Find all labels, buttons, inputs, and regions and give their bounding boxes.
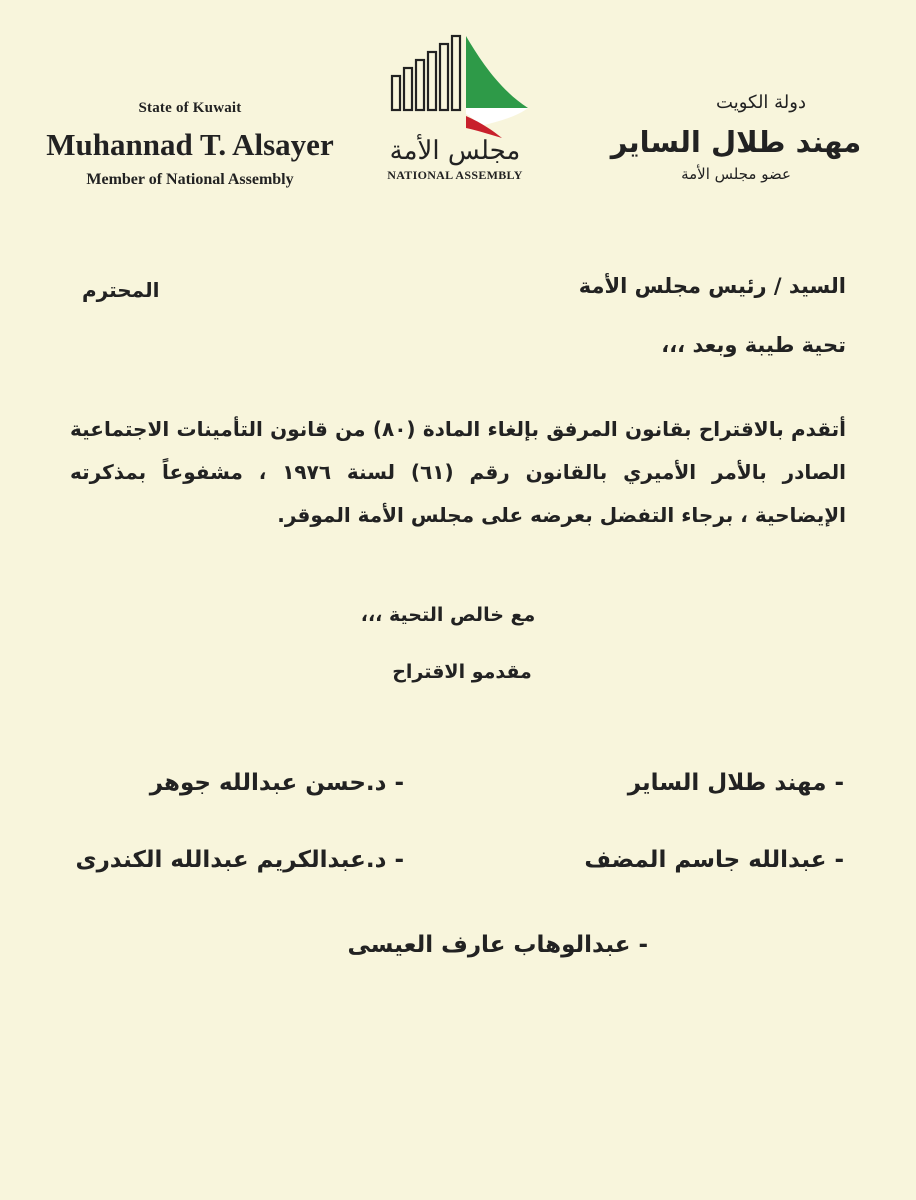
logo-text-en: NATIONAL ASSEMBLY: [387, 168, 523, 182]
logo-text-ar: مجلس الأمة: [389, 136, 521, 166]
state-label-en: State of Kuwait: [138, 100, 242, 116]
state-label-ar: دولة الكويت: [716, 92, 806, 113]
closing-line: [0, 604, 916, 626]
member-name-ar: مهند طلال الساير: [610, 125, 862, 159]
letter-body: أتقدم بالاقتراح بقانون المرفق بإلغاء المادة (٨٠) من قانون التأمينات الاجتماعية الصادر بالأمر الأميري بالقانون رقم (٦١) لسنة ١٩٧٦ ، مشفوعاً بمذكرته الإيضاحية ، برجاء التفضل بعرضه على مجلس الأمة الموقر.: [70, 417, 846, 527]
proposers-text: مقدمو الاقتراح: [392, 661, 532, 683]
signer-3: - عبدالله جاسم المضف: [584, 847, 844, 873]
closing-text: مع خالص التحية ،،،: [360, 604, 536, 626]
member-title-en: Member of National Assembly: [86, 171, 294, 188]
letterhead-arabic: [606, 92, 866, 183]
assembly-building-icon: [380, 30, 530, 140]
proposers-label: [0, 661, 916, 683]
signer-5: - عبدالوهاب عارف العيسى: [347, 932, 648, 958]
honorific: المحترم: [82, 278, 160, 302]
letterhead-english: [20, 100, 360, 189]
signer-2: - د.حسن عبدالله جوهر: [149, 770, 404, 796]
signer-1: - مهند طلال الساير: [627, 770, 844, 796]
member-title-ar: عضو مجلس الأمة: [681, 165, 791, 183]
signer-4: - د.عبدالكريم عبدالله الكندرى: [75, 847, 404, 873]
national-assembly-logo: [370, 30, 540, 210]
member-name-en: Muhannad T. Alsayer: [46, 127, 334, 162]
addressee: السيد / رئيس مجلس الأمة: [578, 274, 846, 298]
greeting: تحية طيبة وبعد ،،،: [661, 333, 846, 357]
